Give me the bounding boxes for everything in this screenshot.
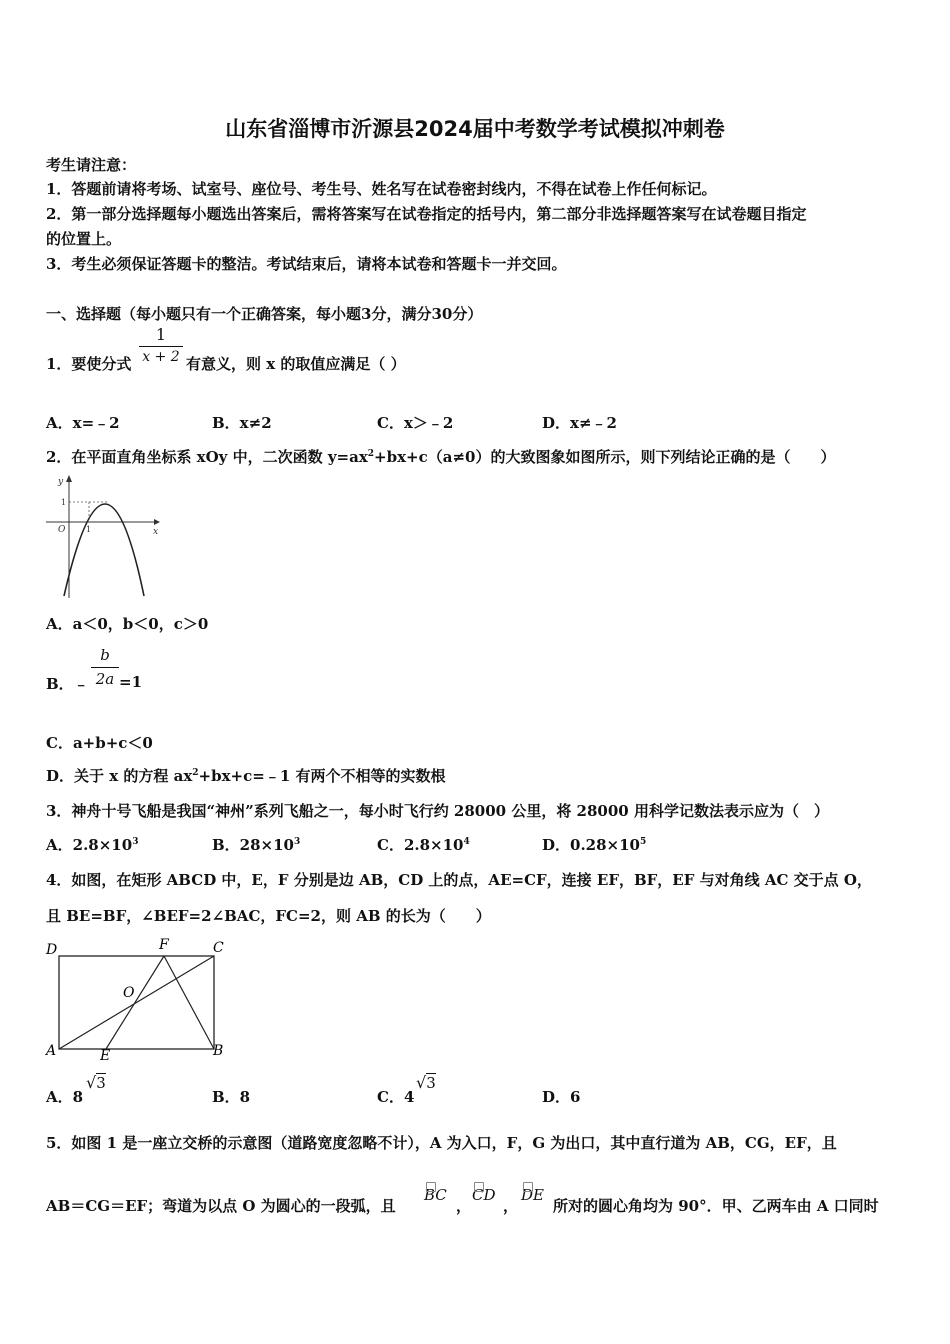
q5-stem-line2b: 所对的圆心角均为 90°．甲、乙两车由 A 口同时 bbox=[553, 1197, 879, 1215]
q5-arc-bc bbox=[424, 1186, 447, 1204]
arc-mark-icon bbox=[523, 1182, 533, 1192]
q5-arc-cd bbox=[472, 1186, 496, 1204]
q2-stem bbox=[46, 446, 835, 467]
q1-option-c: C．x＞﹣2 bbox=[377, 414, 454, 432]
q3-option-a bbox=[46, 834, 138, 855]
graph-tick-x: 1 bbox=[86, 525, 92, 534]
q2-stem-sup: 2 bbox=[367, 449, 375, 459]
q1-option-a: A．x=﹣2 bbox=[46, 414, 120, 432]
notice-item-2-cont: 的位置上。 bbox=[46, 230, 122, 248]
q5-comma-1: ， bbox=[456, 1197, 472, 1215]
x-axis-arrow bbox=[154, 519, 160, 525]
q3-option-c bbox=[377, 834, 470, 855]
q2-option-b-suffix: =1 bbox=[119, 673, 143, 691]
q2-stem-b: +bx+c（a≠0）的大致图象如图所示，则下列结论正确的是（ ） bbox=[374, 448, 836, 466]
notice-item-3: 3．考生必须保证答题卡的整洁。考试结束后，请将本试卷和答题卡一并交回。 bbox=[46, 255, 567, 273]
q2-stem-a: 2．在平面直角坐标系 xOy 中，二次函数 y=ax bbox=[46, 448, 368, 466]
q2-parabola-graph bbox=[40, 472, 165, 600]
sqrt-symbol: √ bbox=[416, 1073, 427, 1092]
q3-c-base: C．2.8×10 bbox=[377, 836, 464, 854]
label-a: A bbox=[46, 1043, 57, 1059]
graph-origin-label: O bbox=[58, 525, 66, 535]
segment-ef bbox=[106, 956, 164, 1049]
q5-arc-bc-text: BC bbox=[424, 1186, 447, 1204]
q4-option-a-root bbox=[86, 1073, 106, 1092]
q5-arc-cd-text: CD bbox=[472, 1186, 496, 1204]
q1-frac-numerator: 1 bbox=[155, 325, 167, 344]
q1-option-d: D．x≠﹣2 bbox=[542, 414, 617, 432]
label-e: E bbox=[100, 1048, 111, 1064]
q3-option-d bbox=[542, 834, 646, 855]
arc-mark-icon bbox=[426, 1182, 436, 1192]
q4-option-c-root bbox=[416, 1073, 436, 1092]
sqrt-symbol: √ bbox=[86, 1073, 97, 1092]
section-heading: 一、选择题（每小题只有一个正确答案，每小题3分，满分30分） bbox=[46, 305, 483, 323]
q5-comma-2: ， bbox=[503, 1197, 519, 1215]
label-c: C bbox=[213, 940, 224, 956]
q4-c-radicand: 3 bbox=[426, 1074, 436, 1092]
q4-option-d: D．6 bbox=[542, 1088, 581, 1106]
q5-stem-line1: 5．如图 1 是一座立交桥的示意图（道路宽度忽略不计），A 为入口，F，G 为出口，其中直行道为 AB，CG，EF，且 bbox=[46, 1134, 837, 1152]
q5-stem-line2a: AB＝CG＝EF；弯道为以点 O 为圆心的一段弧，且 bbox=[46, 1197, 396, 1215]
q1-prefix: 1．要使分式 bbox=[46, 355, 132, 373]
q1-frac-denominator: x + 2 bbox=[139, 346, 183, 365]
q2-option-d-b: +bx+c=﹣1 有两个不相等的实数根 bbox=[198, 767, 446, 785]
q3-c-exp: 4 bbox=[463, 837, 470, 847]
parabola-curve bbox=[64, 504, 144, 596]
q4-option-a: A．8 bbox=[46, 1088, 84, 1106]
q4-rectangle-figure bbox=[40, 935, 235, 1065]
notice-heading: 考生请注意： bbox=[46, 156, 137, 174]
q2-option-d-sup: 2 bbox=[192, 768, 199, 778]
notice-item-2: 2．第一部分选择题每小题选出答案后，需将答案写在试卷指定的括号内，第二部分非选择题答案写在试卷题目指定 bbox=[46, 205, 807, 223]
q5-arc-de-text: DE bbox=[521, 1186, 544, 1204]
q2-b-numerator: b bbox=[100, 646, 110, 664]
q3-option-b bbox=[212, 834, 300, 855]
q3-d-base: D．0.28×10 bbox=[542, 836, 640, 854]
y-axis-arrow bbox=[66, 475, 72, 482]
q1-fraction bbox=[139, 325, 183, 365]
q2-option-d-a: D．关于 x 的方程 ax bbox=[46, 767, 193, 785]
q2-b-denominator: 2a bbox=[91, 667, 119, 688]
label-d: D bbox=[46, 942, 58, 958]
notice-item-1: 1．答题前请将考场、试室号、座位号、考生号、姓名写在试卷密封线内，不得在试卷上作任何标记。 bbox=[46, 180, 717, 198]
q4-stem-line1: 4．如图，在矩形 ABCD 中，E，F 分别是边 AB，CD 上的点，AE=CF，连接 EF，BF，EF 与对角线 AC 交于点 O， bbox=[46, 871, 872, 889]
q3-d-exp: 5 bbox=[639, 837, 647, 847]
q2-option-a: A．a＜0，b＜0，c＞0 bbox=[46, 615, 209, 633]
q3-b-exp: 3 bbox=[294, 837, 301, 847]
q2-option-b-fraction bbox=[91, 646, 119, 688]
diagonal-ac bbox=[59, 956, 214, 1049]
page-title: 山东省淄博市沂源县2024届中考数学考试模拟冲刺卷 bbox=[225, 117, 725, 141]
q4-option-b: B．8 bbox=[212, 1088, 251, 1106]
q4-option-c: C．4 bbox=[377, 1088, 415, 1106]
q1-option-b: B．x≠2 bbox=[212, 414, 272, 432]
q2-option-d bbox=[46, 765, 445, 786]
graph-tick-y: 1 bbox=[61, 498, 67, 507]
q2-option-c: C．a+b+c＜0 bbox=[46, 734, 153, 752]
q3-b-base: B．28×10 bbox=[212, 836, 294, 854]
label-o: O bbox=[123, 985, 135, 1001]
graph-x-label: x bbox=[153, 527, 159, 537]
q4-a-radicand: 3 bbox=[96, 1074, 106, 1092]
q1-suffix: 有意义，则 x 的取值应满足（ ） bbox=[186, 355, 406, 373]
arc-mark-icon bbox=[474, 1182, 484, 1192]
q3-a-exp: 3 bbox=[132, 837, 139, 847]
q5-arc-de bbox=[521, 1186, 544, 1204]
label-b: B bbox=[213, 1043, 224, 1059]
graph-y-label: y bbox=[58, 477, 64, 487]
segment-bf bbox=[164, 956, 214, 1049]
q2-option-b-prefix: B．﹣ bbox=[46, 675, 89, 693]
q4-stem-line2: 且 BE=BF，∠BEF=2∠BAC，FC=2，则 AB 的长为（ ） bbox=[46, 907, 491, 925]
label-f: F bbox=[159, 937, 169, 953]
q3-stem: 3．神舟十号飞船是我国“神州”系列飞船之一，每小时飞行约 28000 公里，将 28000 用科学记数法表示应为（ ） bbox=[46, 802, 829, 820]
q3-a-base: A．2.8×10 bbox=[46, 836, 133, 854]
